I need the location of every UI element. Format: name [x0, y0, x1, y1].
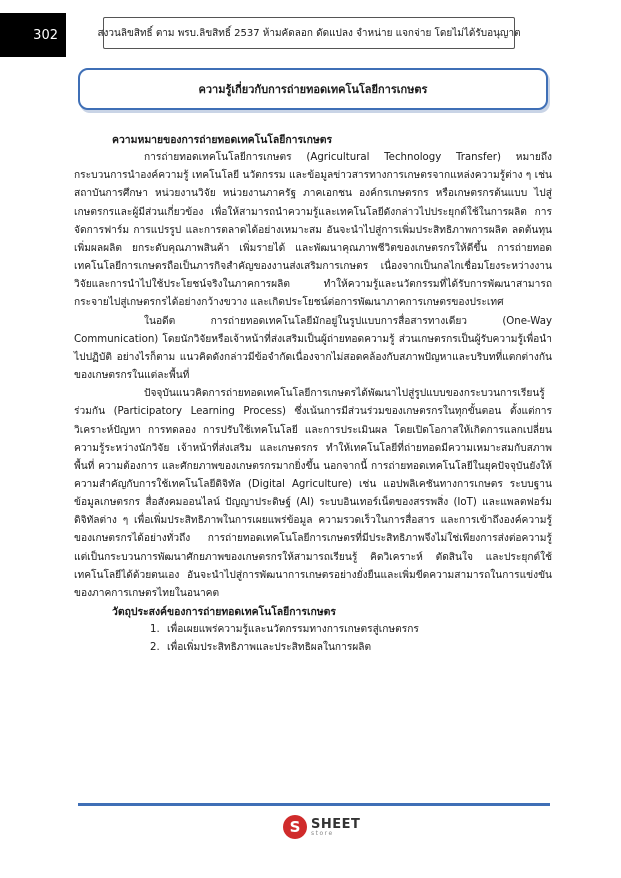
paragraph-definition: การถ่ายทอดเทคโนโลยีการเกษตร (Agricultural Technology Transfer) หมายถึง กระบวนการนำองค์ความรู้ เทคโนโลยี นวัตกรรม และข้อมูลข่าวสารทางการเกษตรจากแหล่งความรู้ต่าง ๆ เช่น สถาบันการศึกษา หน่วยงานวิจัย หน่วยงานภาครัฐ ภาคเอกชน องค์กรเกษตรกร หรือเกษตรกรต้นแบบ ไปสู่เกษตรกรและผู้มีส่วนเกี่ยวข้อง เพื่อให้สามารถนำความรู้และเทคโนโลยีดังกล่าวไปประยุกต์ใช้ในการผลิต การจัดการฟาร์ม การแปรรูป และการตลาดได้อย่างเหมาะสม อันจะนำไปสู่การเพิ่มประสิทธิภาพการผลิต ลดต้นทุน เพิ่มผลผลิต ยกระดับคุณภาพสินค้า เพิ่มรายได้ และพัฒนาคุณภาพชีวิตของเกษตรกรให้ดีขึ้น การถ่ายทอดเทคโนโลยีการเกษตรถือเป็นภารกิจสำคัญของงานส่งเสริมการเกษตร เนื่องจากเป็นกลไกเชื่อมโยงระหว่างงานวิจัยและการนำไปใช้ประโยชน์จริงในภาคการผลิต ทำให้ความรู้และนวัตกรรมที่ได้รับการพัฒนาสามารถกระจายไปสู่เกษตรกรได้อย่างกว้างขวาง และเกิดประโยชน์ต่อการพัฒนาภาคการเกษตรของประเทศ [74, 152, 552, 309]
objectives-list [74, 621, 552, 657]
document-body [74, 131, 552, 658]
section-heading-definition: ความหมายของการถ่ายทอดเทคโนโลยีการเกษตร [112, 134, 333, 146]
logo-text-group [311, 818, 360, 837]
page-number-text: 302 [33, 27, 58, 43]
copyright-notice: สงวนลิขสิทธิ์ ตาม พรบ.ลิขสิทธิ์ 2537 ห้ามคัดลอก ดัดแปลง จำหน่าย แจกจ่าย โดยไม่ได้รับอนุญาต [97, 27, 521, 39]
paragraph-past: ในอดีต การถ่ายทอดเทคโนโลยีมักอยู่ในรูปแบบการสื่อสารทางเดียว (One-Way Communication) โดยนักวิจัยหรือเจ้าหน้าที่ส่งเสริมเป็นผู้ถ่ายทอดความรู้ ส่วนเกษตรกรเป็นผู้รับความรู้เพื่อนำไปปฏิบัติ อย่างไรก็ตาม แนวคิดดังกล่าวมีข้อจำกัดเนื่องจากไม่สอดคล้องกับสภาพปัญหาและบริบทที่แตกต่างกันของเกษตรกรในแต่ละพื้นที่ [74, 315, 552, 382]
list-item: 1. เพื่อเผยแพร่ความรู้และนวัตกรรมทางการเกษตรสู่เกษตรกร [163, 621, 552, 639]
footer-logo [283, 815, 360, 839]
section-heading-objectives: วัตถุประสงค์ของการถ่ายทอดเทคโนโลยีการเกษตร [112, 606, 336, 619]
page-title-box [78, 68, 548, 110]
paragraph-present: ปัจจุบันแนวคิดการถ่ายทอดเทคโนโลยีการเกษตรได้พัฒนาไปสู่รูปแบบของกระบวนการเรียนรู้ร่วมกัน (Participatory Learning Process) ซึ่งเน้นการมีส่วนร่วมของเกษตรกรในทุกขั้นตอน ตั้งแต่การวิเคราะห์ปัญหา การทดลอง การปรับใช้เทคโนโลยี และการประเมินผล โดยเปิดโอกาสให้เกิดการแลกเปลี่ยนความรู้ระหว่างนักวิจัย เจ้าหน้าที่ส่งเสริม และเกษตรกร ทำให้เทคโนโลยีที่ถ่ายทอดมีความเหมาะสมกับสภาพพื้นที่ ความต้องการ และศักยภาพของเกษตรกรมากยิ่งขึ้น นอกจากนี้ การถ่ายทอดเทคโนโลยีในยุคปัจจุบันยังให้ความสำคัญกับการใช้เทคโนโลยีดิจิทัล (Digital Agriculture) เช่น แอปพลิเคชันทางการเกษตร ระบบฐานข้อมูลเกษตรกร สื่อสังคมออนไลน์ ปัญญาประดิษฐ์ (AI) ระบบอินเทอร์เน็ตของสรรพสิ่ง (IoT) และแพลตฟอร์มดิจิทัลต่าง ๆ เพื่อเพิ่มประสิทธิภาพในการเผยแพร่ข้อมูล ความรวดเร็วในการสื่อสาร และการเข้าถึงองค์ความรู้ของเกษตรกรได้อย่างทั่วถึง การถ่ายทอดเทคโนโลยีการเกษตรที่มีประสิทธิภาพจึงไม่ใช่เพียงการส่งต่อความรู้ แต่เป็นกระบวนการพัฒนาศักยภาพของเกษตรกรให้สามารถเรียนรู้ คิดวิเคราะห์ ตัดสินใจ และประยุกต์ใช้เทคโนโลยีได้ด้วยตนเอง อันจะนำไปสู่การพัฒนาการเกษตรอย่างยั่งยืนและเพิ่มขีดความสามารถในการแข่งขันของภาคการเกษตรไทยในอนาคต [74, 388, 552, 599]
footer-divider [78, 803, 550, 806]
page-number [0, 13, 66, 57]
sheet-store-logo-icon: S [283, 815, 307, 839]
page-title: ความรู้เกี่ยวกับการถ่ายทอดเทคโนโลยีการเกษตร [198, 83, 428, 96]
list-item: 2. เพื่อเพิ่มประสิทธิภาพและประสิทธิผลในการผลิต [163, 639, 552, 657]
copyright-header [97, 17, 521, 49]
logo-subtext: store [311, 829, 334, 837]
logo-text: SHEET [311, 816, 361, 832]
